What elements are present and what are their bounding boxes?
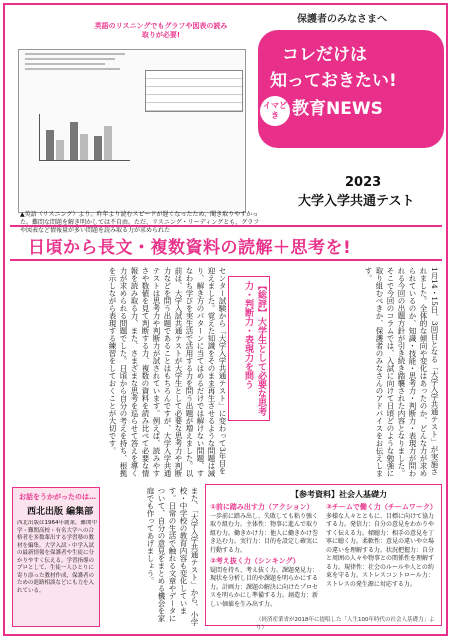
reference-right-column [326,501,438,589]
reference-footnote: （経済産業省が2018年に提唱した「人生100年時代の社会人基礎力」より） [256,617,435,631]
exam-caption: 英語のリスニングでもグラフや図表の読み取りが必要! [94,22,228,39]
body-text-third: また、「大学入学共通テスト」から、小学校・中学校の教育内容も変化しています。日常の生活で触れる文章やデータについて、自分の意見をまとめる機会を家庭でも作ってあげましょう。 [146,487,199,626]
exam-sheet-image [18,49,246,213]
exam-table [145,70,243,112]
author-tag: お話をうかがったのは… [19,493,96,501]
reference-heading: ③チームで働く力（チームワーク） [326,503,437,511]
imadoki-badge: イマどき [260,96,290,126]
headline-band [10,225,442,261]
exam-bar-chart [39,114,130,161]
audience-label: 保護者のみなさまへ [297,14,387,25]
reference-left-column [210,501,322,609]
reference-text: 多様な人々とともに、目標に向けて協力する力。発信力：自分の意見をわかりやすく伝える力。傾聴力：相手の意見を丁寧に聴く力。柔軟性：意見の違いや立場の違いを理解する力。状況把握力：自分と周囲の人々や物事との関係性を理解する力。規律性：社会のルールや人との約束を守る力。ストレスコントロール力：ストレスの発生源に対応する力。 [326,512,435,588]
news-title-line3: 教育NEWS [292,99,383,119]
author-name: 西北出版 編集部 [27,507,94,517]
body-text-main: 1月14・15日、3回目となる「大学入学共通テスト」が実施されました。全体的な傾向や変化はあったのか、どんな力が求められているのか、知識・技能・思考力・判断力・表現力が問われる今回の出題方針が引き続き踏襲された内容となりました。そこで今回のコラムでは、入試に向けて日頃どのような勉強に取り組むべきか、保護者のみなさんのアドバイスをお伝えします。 [364,267,439,477]
news-title-line1: コレだけは [282,45,367,65]
reference-text: 疑問を持ち、考え抜く力。課題発見力：現状を分析し目的や課題を明らかにする力。計画力：課題の解決に向けたプロセスを明らかにし準備する力。創造力：新しい価値を生み出す力。 [210,566,319,608]
reference-text: 一歩前に踏み出し、失敗しても粘り強く取り組む力。主体性：物事に進んで取り組む力。働きかけ力：他人に働きかけ巻き込む力。実行力：目的を設定し確実に行動する力。 [210,512,319,554]
reference-title: 【参考資料】社会人基礎力 [291,490,387,499]
summary-callout: 【総評】大学生として必要な思考力・判断力・表現力を問う [228,276,270,421]
exam-note: ▲英語（リスニング）より。昨年より読むスピードが遅くなったため、聞き取りやすかった。難問な問題を解き明かしては不自由。ただ、リスニング・リーディングとも、グラフや図表など情報量が多い問題を読み取る力が求められた [20,211,260,234]
news-title-line2: 知っておきたい! [270,71,397,91]
author-bio: 西北出版は1964年創業。難関中学・難関高校・有名大学への合格者を多数輩出する学習塾の教材を編集。大学入試・中学入試の最新情報を保護者や生徒に分かりやすく伝える。学習指導のプロとして、生徒一人ひとりに寄り添った教材作成、保護者のための進路相談などにも力を入れている。 [17,520,97,594]
year-label: 2023 [345,175,382,190]
exam-figure [12,12,260,234]
reference-heading: ①前に踏み出す力（アクション） [210,503,314,511]
body-text-second: センター試験から「大学入学共通テスト」に変わって3年目を迎えました。覚えた知識をそのまま再生させるような問題は減り、解き方のパターンに当てはめるだけでは解けない問題、すなわち学びを実生活で活用する力を問う出題が増えました。以前は、大学入試共通テストが大学生として必要な思考力や判断力などを問う出題であることはもちろんですが、大学入学共通テストは思考力や判断力が試されています。例えば、読みやすさや数値を見て判断する力、複数の資料を読み比べて必要な情報を読み取る力、また、さまざまな思考を巡らせて答えを導く力が求められる問題でした。日頃から自分の考えを持ち、根拠を示しながら表現する練習をしておくことが大切です。 [108,267,227,477]
exam-text-lines [19,53,245,70]
headline-text: 日頃から長文・複数資料の読解＋思考を! [28,238,352,258]
author-box [12,487,100,627]
exam-title: 大学入学共通テスト [298,194,415,209]
reference-heading: ②考え抜く力（シンキング） [210,557,300,565]
reference-box [205,484,442,631]
